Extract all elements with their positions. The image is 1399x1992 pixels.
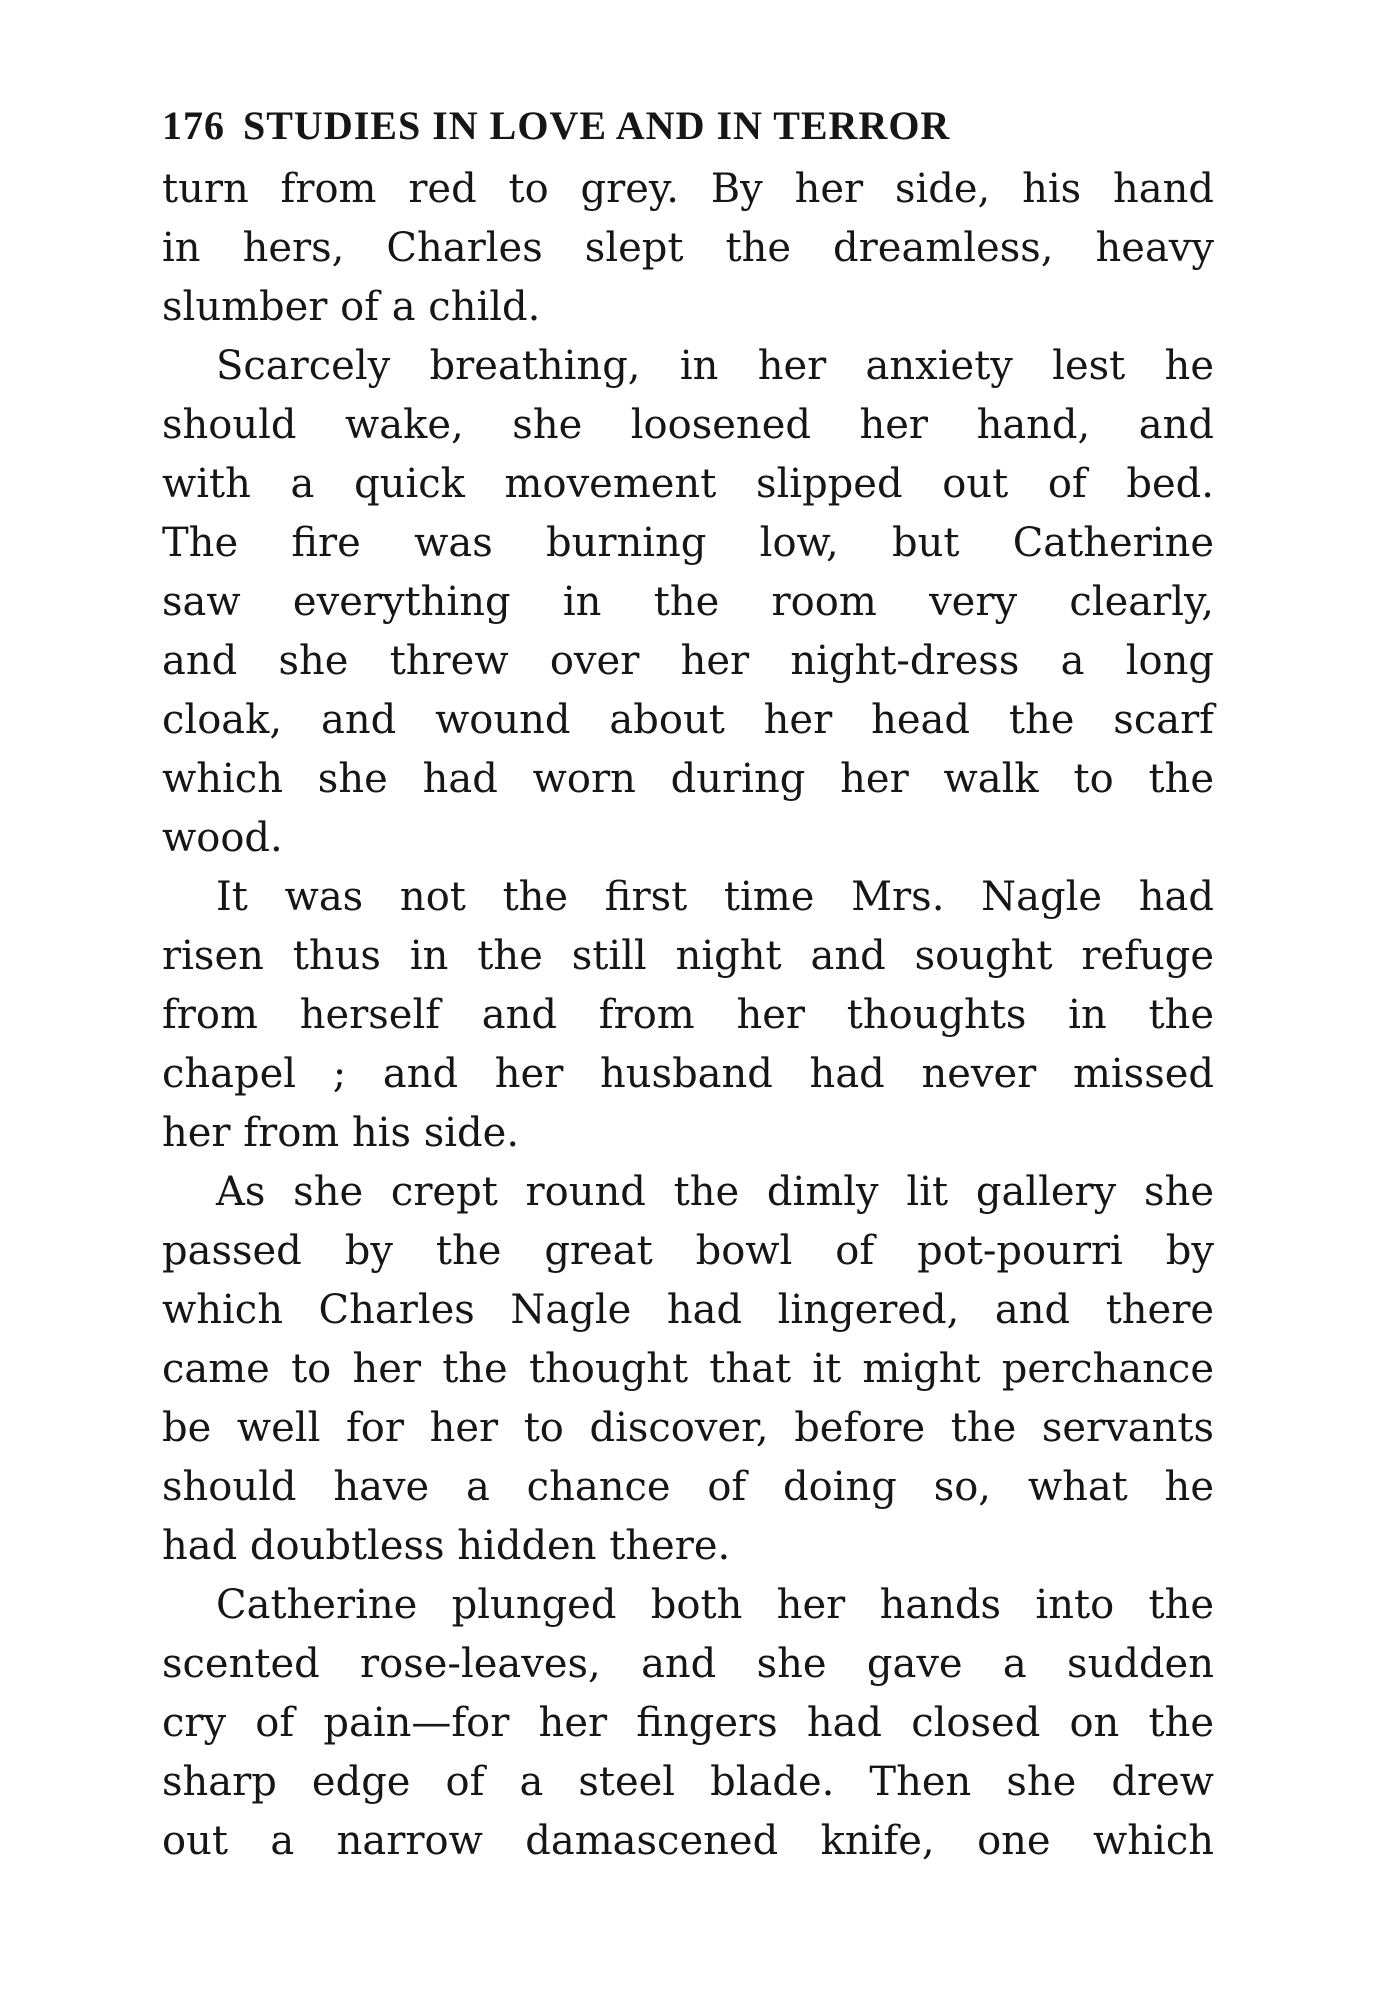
text-line: slumber of a child. bbox=[162, 284, 541, 330]
text-line: came to her the thought that it might perchance bbox=[162, 1346, 1214, 1392]
text-line: with a quick movement slipped out of bed. bbox=[162, 461, 1214, 507]
text-line: wood. bbox=[162, 815, 283, 861]
text-line: had doubtless hidden there. bbox=[162, 1523, 731, 1569]
text-line: out a narrow damascened knife, one which bbox=[162, 1818, 1214, 1864]
book-page bbox=[162, 92, 1214, 1871]
text-line: from herself and from her thoughts in the bbox=[162, 992, 1214, 1038]
running-title: STUDIES IN LOVE AND IN TERROR bbox=[243, 103, 951, 148]
paragraph bbox=[162, 1163, 1214, 1576]
text-line: Scarcely breathing, in her anxiety lest he bbox=[216, 343, 1214, 389]
text-line: which she had worn during her walk to the bbox=[162, 756, 1214, 802]
text-line: and she threw over her night-dress a long bbox=[162, 638, 1214, 684]
paragraph bbox=[162, 337, 1214, 868]
text-line: should have a chance of doing so, what he bbox=[162, 1464, 1214, 1510]
text-line: chapel ; and her husband had never missed bbox=[162, 1051, 1214, 1097]
text-line: passed by the great bowl of pot-pourri by bbox=[162, 1228, 1214, 1274]
text-line: which Charles Nagle had lingered, and there bbox=[162, 1287, 1214, 1333]
text-line: should wake, she loosened her hand, and bbox=[162, 402, 1214, 448]
text-line: sharp edge of a steel blade. Then she drew bbox=[162, 1759, 1214, 1805]
paragraph bbox=[162, 1576, 1214, 1871]
page-number: 176 bbox=[162, 103, 225, 148]
text-line: cloak, and wound about her head the scarf bbox=[162, 697, 1214, 743]
text-line: be well for her to discover, before the servants bbox=[162, 1405, 1214, 1451]
body-text bbox=[162, 160, 1214, 1871]
paragraph bbox=[162, 160, 1214, 337]
text-line: her from his side. bbox=[162, 1110, 520, 1156]
text-line: It was not the first time Mrs. Nagle had bbox=[216, 874, 1214, 920]
text-line: risen thus in the still night and sought refuge bbox=[162, 933, 1214, 979]
text-line: saw everything in the room very clearly, bbox=[162, 579, 1214, 625]
paragraph bbox=[162, 868, 1214, 1163]
text-line: turn from red to grey. By her side, his hand bbox=[162, 166, 1214, 212]
text-line: As she crept round the dimly lit gallery she bbox=[216, 1169, 1214, 1215]
text-line: in hers, Charles slept the dreamless, heavy bbox=[162, 225, 1214, 271]
text-line: scented rose-leaves, and she gave a sudden bbox=[162, 1641, 1214, 1687]
text-line: Catherine plunged both her hands into the bbox=[216, 1582, 1214, 1628]
running-head bbox=[162, 92, 1214, 160]
text-line: The fire was burning low, but Catherine bbox=[162, 520, 1214, 566]
text-line: cry of pain—for her fingers had closed on the bbox=[162, 1700, 1214, 1746]
